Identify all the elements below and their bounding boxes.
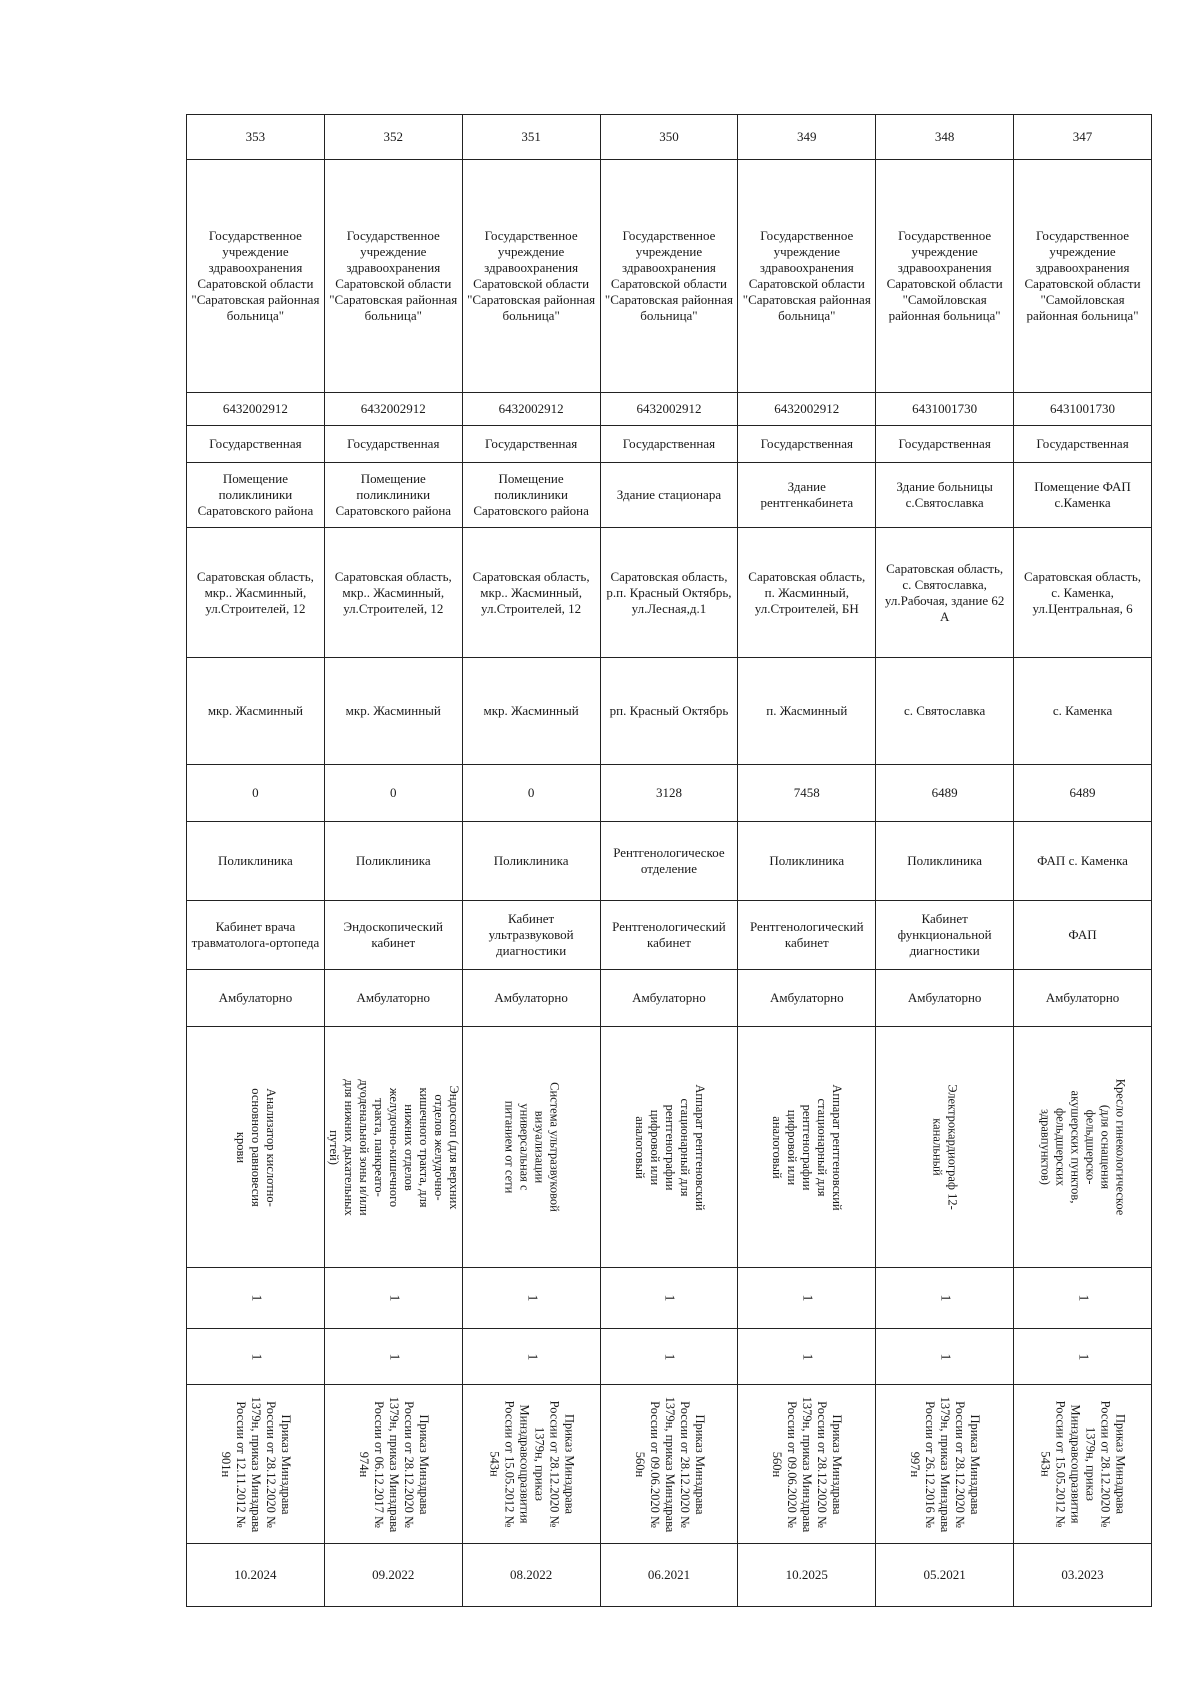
- table-cell-locality: рп. Красный Октябрь: [600, 658, 738, 765]
- cell-text: 1: [524, 1353, 540, 1360]
- cell-text: 1: [937, 1353, 953, 1360]
- table-cell-organization: Государственное учреждение здравоохранения Саратовской области "Саратовская районная больница": [738, 160, 876, 393]
- cell-text: 1: [937, 1294, 953, 1302]
- rotated-text-wrapper: [187, 1268, 324, 1328]
- table-cell-order: [187, 1385, 325, 1544]
- cell-text: Приказ Минздрава России от 28.12.2020 № 1379н, приказ Минздравсоцразвития России от 15.05.2012 № 543н: [1038, 1400, 1128, 1528]
- rotated-text-wrapper: [738, 1268, 875, 1328]
- table-cell-locality: с. Каменка: [1014, 658, 1152, 765]
- table-cell-qty-required: [187, 1268, 325, 1329]
- table-cell-qty-available: [324, 1329, 462, 1385]
- table-cell-organization: Государственное учреждение здравоохранения Саратовской области "Саратовская районная больница": [187, 160, 325, 393]
- table-cell-inn: 6432002912: [187, 393, 325, 426]
- table-cell-building: Помещение поликлиники Саратовского района: [324, 463, 462, 528]
- table-cell-department: Поликлиника: [738, 822, 876, 901]
- row-ownership: [187, 426, 1152, 463]
- row-department: [187, 822, 1152, 901]
- table-cell-order: [1014, 1385, 1152, 1544]
- table-cell-locality: мкр. Жасминный: [462, 658, 600, 765]
- row-order: [187, 1385, 1152, 1544]
- table-cell-number: 352: [324, 115, 462, 160]
- cell-text: 1: [799, 1294, 815, 1302]
- table-cell-organization: Государственное учреждение здравоохранения Саратовской области "Саратовская районная больница": [600, 160, 738, 393]
- table-cell-cabinet: ФАП: [1014, 901, 1152, 970]
- table-cell-qty-required: [1014, 1268, 1152, 1329]
- table-cell-number: 351: [462, 115, 600, 160]
- table-cell-building: Здание больницы с.Святославка: [876, 463, 1014, 528]
- table-cell-order: [876, 1385, 1014, 1544]
- rotated-text-wrapper: [1014, 1329, 1151, 1384]
- rotated-text-wrapper: [187, 1329, 324, 1384]
- table-cell-qty-required: [462, 1268, 600, 1329]
- document-table-sheet: [186, 114, 1152, 1607]
- table-cell-number: 349: [738, 115, 876, 160]
- table-cell-date: 09.2022: [324, 1544, 462, 1607]
- table-cell-population: 0: [324, 765, 462, 822]
- table-cell-organization: Государственное учреждение здравоохранения Саратовской области "Самойловская районная больница": [876, 160, 1014, 393]
- table-cell-equipment: [876, 1027, 1014, 1268]
- table-cell-date: 10.2024: [187, 1544, 325, 1607]
- table-cell-mode: Амбулаторно: [187, 970, 325, 1027]
- table-cell-equipment: [600, 1027, 738, 1268]
- table-cell-equipment: [738, 1027, 876, 1268]
- table-cell-population: 3128: [600, 765, 738, 822]
- table-cell-department: Рентгенологическое отделение: [600, 822, 738, 901]
- table-cell-date: 08.2022: [462, 1544, 600, 1607]
- rotated-text-wrapper: [463, 1027, 600, 1267]
- table-cell-building: Помещение ФАП с.Каменка: [1014, 463, 1152, 528]
- table-cell-locality: мкр. Жасминный: [187, 658, 325, 765]
- rotated-text-wrapper: [1014, 1268, 1151, 1328]
- cell-text: Приказ Минздрава России от 28.12.2020 № 1379н, приказ Минздрава России от 09.06.2020 № 560н: [632, 1396, 707, 1532]
- table-cell-number: 350: [600, 115, 738, 160]
- table-cell-department: ФАП с. Каменка: [1014, 822, 1152, 901]
- rotated-text-wrapper: [876, 1329, 1013, 1384]
- table-cell-mode: Амбулаторно: [1014, 970, 1152, 1027]
- table-cell-inn: 6432002912: [738, 393, 876, 426]
- table-cell-inn: 6431001730: [876, 393, 1014, 426]
- cell-text: Приказ Минздрава России от 28.12.2020 № 1379н, приказ Минздрава России от 06.12.2017 № 974н: [356, 1396, 431, 1532]
- row-inn: [187, 393, 1152, 426]
- rotated-text-wrapper: [463, 1329, 600, 1384]
- rotated-text-wrapper: [738, 1329, 875, 1384]
- row-address: [187, 528, 1152, 658]
- table-cell-department: Поликлиника: [187, 822, 325, 901]
- table-cell-cabinet: Эндоскопический кабинет: [324, 901, 462, 970]
- table-cell-building: Здание стационара: [600, 463, 738, 528]
- row-date: [187, 1544, 1152, 1607]
- table-cell-mode: Амбулаторно: [462, 970, 600, 1027]
- table-cell-cabinet: Рентгенологический кабинет: [738, 901, 876, 970]
- cell-text: 1: [524, 1294, 540, 1302]
- table-cell-address: Саратовская область, мкр.. Жасминный, ул.Строителей, 12: [462, 528, 600, 658]
- table-cell-equipment: [324, 1027, 462, 1268]
- table-cell-number: 347: [1014, 115, 1152, 160]
- cell-text: Аппарат рентгеновский стационарный для рентгенографии цифровой или аналоговый: [770, 1083, 845, 1211]
- table-cell-department: Поликлиника: [462, 822, 600, 901]
- table-cell-ownership: Государственная: [738, 426, 876, 463]
- table-cell-locality: п. Жасминный: [738, 658, 876, 765]
- rotated-text-wrapper: [601, 1329, 738, 1384]
- table-cell-ownership: Государственная: [187, 426, 325, 463]
- row-qty-required: [187, 1268, 1152, 1329]
- table-cell-equipment: [462, 1027, 600, 1268]
- table-cell-order: [600, 1385, 738, 1544]
- rotated-text-wrapper: [876, 1268, 1013, 1328]
- rotated-text-wrapper: [463, 1385, 600, 1543]
- cell-text: Приказ Минздрава России от 28.12.2020 № 1379н, приказ Минздрава России от 26.12.2016 № 997н: [908, 1396, 983, 1532]
- cell-text: Аппарат рентгеновский стационарный для рентгенографии цифровой или аналоговый: [632, 1083, 707, 1211]
- table-cell-number: 353: [187, 115, 325, 160]
- rotated-text-wrapper: [1014, 1027, 1151, 1267]
- table-cell-population: 0: [187, 765, 325, 822]
- row-locality: [187, 658, 1152, 765]
- table-cell-address: Саратовская область, р.п. Красный Октябрь, ул.Лесная,д.1: [600, 528, 738, 658]
- rotated-text-wrapper: [876, 1027, 1013, 1267]
- row-population: [187, 765, 1152, 822]
- rotated-text-wrapper: [325, 1268, 462, 1328]
- table-cell-inn: 6432002912: [324, 393, 462, 426]
- table-cell-mode: Амбулаторно: [876, 970, 1014, 1027]
- cell-text: 1: [248, 1294, 264, 1302]
- table-cell-population: 6489: [1014, 765, 1152, 822]
- cell-text: 1: [1075, 1294, 1091, 1302]
- rotated-text-wrapper: [601, 1027, 738, 1267]
- rotated-text-wrapper: [738, 1385, 875, 1543]
- table-cell-order: [738, 1385, 876, 1544]
- table-cell-inn: 6431001730: [1014, 393, 1152, 426]
- row-equipment: [187, 1027, 1152, 1268]
- table-cell-population: 0: [462, 765, 600, 822]
- cell-text: Приказ Минздрава России от 28.12.2020 № 1379н, приказ Минздрава России от 12.11.2012 № 901н: [218, 1396, 293, 1532]
- table-cell-ownership: Государственная: [1014, 426, 1152, 463]
- table-cell-organization: Государственное учреждение здравоохранения Саратовской области "Саратовская районная больница": [324, 160, 462, 393]
- table-cell-cabinet: Кабинет врача травматолога-ортопеда: [187, 901, 325, 970]
- table-cell-qty-required: [876, 1268, 1014, 1329]
- table-cell-qty-available: [600, 1329, 738, 1385]
- table-cell-cabinet: Кабинет функциональной диагностики: [876, 901, 1014, 970]
- row-number: [187, 115, 1152, 160]
- table-cell-qty-available: [187, 1329, 325, 1385]
- row-organization: [187, 160, 1152, 393]
- table-cell-inn: 6432002912: [462, 393, 600, 426]
- rotated-text-wrapper: [463, 1268, 600, 1328]
- table-cell-qty-available: [876, 1329, 1014, 1385]
- cell-text: Приказ Минздрава России от 28.12.2020 № 1379н, приказ Минздравсоцразвития России от 15.05.2012 № 543н: [487, 1400, 577, 1528]
- table-cell-equipment: [1014, 1027, 1152, 1268]
- rotated-text-wrapper: [738, 1027, 875, 1267]
- table-cell-ownership: Государственная: [876, 426, 1014, 463]
- table-cell-date: 06.2021: [600, 1544, 738, 1607]
- table-cell-number: 348: [876, 115, 1014, 160]
- table-cell-mode: Амбулаторно: [600, 970, 738, 1027]
- table-cell-equipment: [187, 1027, 325, 1268]
- table-cell-population: 6489: [876, 765, 1014, 822]
- rotated-text-wrapper: [187, 1027, 324, 1267]
- table-cell-organization: Государственное учреждение здравоохранения Саратовской области "Саратовская районная больница": [462, 160, 600, 393]
- rotated-text-wrapper: [325, 1385, 462, 1543]
- table-cell-building: Помещение поликлиники Саратовского района: [187, 463, 325, 528]
- table-cell-cabinet: Рентгенологический кабинет: [600, 901, 738, 970]
- table-cell-locality: мкр. Жасминный: [324, 658, 462, 765]
- table-cell-department: Поликлиника: [324, 822, 462, 901]
- table-cell-ownership: Государственная: [324, 426, 462, 463]
- table-cell-ownership: Государственная: [600, 426, 738, 463]
- table-cell-qty-available: [1014, 1329, 1152, 1385]
- rotated-text-wrapper: [1014, 1385, 1151, 1543]
- cell-text: 1: [661, 1353, 677, 1360]
- rotated-text-wrapper: [601, 1385, 738, 1543]
- table-cell-mode: Амбулаторно: [738, 970, 876, 1027]
- row-cabinet: [187, 901, 1152, 970]
- cell-text: 1: [799, 1353, 815, 1360]
- row-qty-available: [187, 1329, 1152, 1385]
- table-cell-order: [462, 1385, 600, 1544]
- rotated-text-wrapper: [187, 1385, 324, 1543]
- table-cell-locality: с. Святославка: [876, 658, 1014, 765]
- table-cell-address: Саратовская область, мкр.. Жасминный, ул.Строителей, 12: [324, 528, 462, 658]
- table-cell-address: Саратовская область, мкр.. Жасминный, ул.Строителей, 12: [187, 528, 325, 658]
- table-cell-address: Саратовская область, с. Святославка, ул.Рабочая, здание 62 А: [876, 528, 1014, 658]
- table-cell-qty-available: [738, 1329, 876, 1385]
- table-cell-department: Поликлиника: [876, 822, 1014, 901]
- rotated-text-wrapper: [876, 1385, 1013, 1543]
- cell-text: Система ультразвуковой визуализации универсальная с питанием от сети: [502, 1082, 562, 1212]
- rotated-text-wrapper: [325, 1329, 462, 1384]
- cell-text: 1: [248, 1353, 264, 1360]
- cell-text: Приказ Минздрава России от 28.12.2020 № 1379н, приказ Минздрава России от 09.06.2020 № 560н: [770, 1396, 845, 1532]
- table-cell-address: Саратовская область, п. Жасминный, ул.Строителей, БН: [738, 528, 876, 658]
- table-cell-qty-required: [600, 1268, 738, 1329]
- cell-text: Анализатор кислотно-основного равновесия крови: [233, 1087, 278, 1207]
- cell-text: 1: [386, 1294, 402, 1302]
- table-cell-qty-required: [738, 1268, 876, 1329]
- table-cell-cabinet: Кабинет ультразвуковой диагностики: [462, 901, 600, 970]
- table-cell-qty-available: [462, 1329, 600, 1385]
- row-building: [187, 463, 1152, 528]
- table-cell-date: 05.2021: [876, 1544, 1014, 1607]
- cell-text: 1: [661, 1294, 677, 1302]
- table-cell-qty-required: [324, 1268, 462, 1329]
- table-cell-address: Саратовская область, с. Каменка, ул.Центральная, 6: [1014, 528, 1152, 658]
- equipment-register-table: [186, 114, 1152, 1607]
- table-cell-date: 10.2025: [738, 1544, 876, 1607]
- cell-text: 1: [1075, 1353, 1091, 1360]
- table-cell-ownership: Государственная: [462, 426, 600, 463]
- table-cell-population: 7458: [738, 765, 876, 822]
- table-cell-order: [324, 1385, 462, 1544]
- table-cell-building: Помещение поликлиники Саратовского района: [462, 463, 600, 528]
- rotated-text-wrapper: [601, 1268, 738, 1328]
- cell-text: Электрокардиограф 12-канальный: [930, 1084, 960, 1210]
- table-cell-inn: 6432002912: [600, 393, 738, 426]
- cell-text: 1: [386, 1353, 402, 1360]
- cell-text: Кресло гинекологическое (для оснащения фельдшерско-акушерских пунктов, фельдшерских здравпунктов): [1038, 1078, 1128, 1216]
- table-body: [187, 115, 1152, 1607]
- cell-text: Эндоскоп (для верхних отделов желудочно- кишечного тракта, для нижних отделов желудочно-кишечного тракта, панкреато-дуоденальной зоны и/или для нижних дыхательных путей): [326, 1078, 461, 1216]
- table-cell-organization: Государственное учреждение здравоохранения Саратовской области "Самойловская районная больница": [1014, 160, 1152, 393]
- row-mode: [187, 970, 1152, 1027]
- table-cell-date: 03.2023: [1014, 1544, 1152, 1607]
- table-cell-mode: Амбулаторно: [324, 970, 462, 1027]
- rotated-text-wrapper: [325, 1027, 462, 1267]
- table-cell-building: Здание рентгенкабинета: [738, 463, 876, 528]
